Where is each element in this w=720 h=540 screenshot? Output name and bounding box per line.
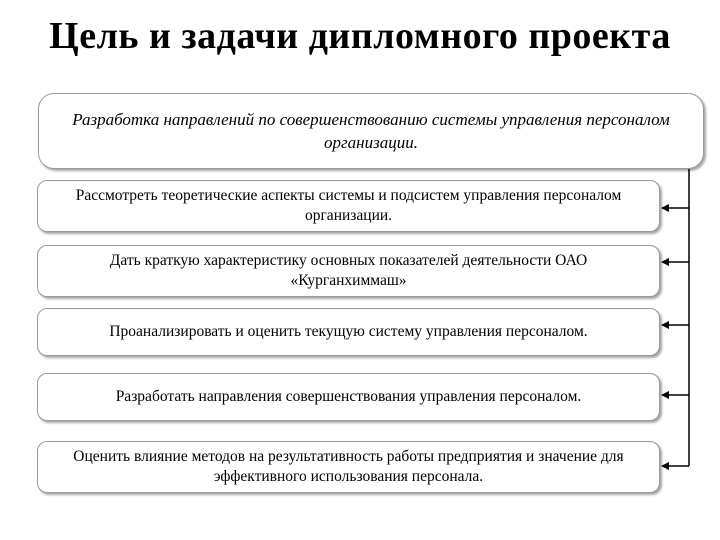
goal-text: Разработка направлений по совершенствованию системы управления персоналом организации.: [72, 110, 670, 152]
page-title: Цель и задачи дипломного проекта: [49, 15, 671, 57]
task-text-1: Рассмотреть теоретические аспекты системы и подсистем управления персоналом организации.: [75, 187, 622, 224]
task-text-3: Проанализировать и оценить текущую систему управления персоналом.: [109, 323, 588, 340]
task-text-4: Разработать направления совершенствования управления персоналом.: [115, 388, 582, 405]
task-text-5: Оценить влияние методов на результативность работы предприятия и значение для эффективного использования персонала.: [73, 448, 624, 485]
task-text-2: Дать краткую характеристику основных показателей деятельности ОАО «Курганхиммаш»: [109, 252, 588, 289]
